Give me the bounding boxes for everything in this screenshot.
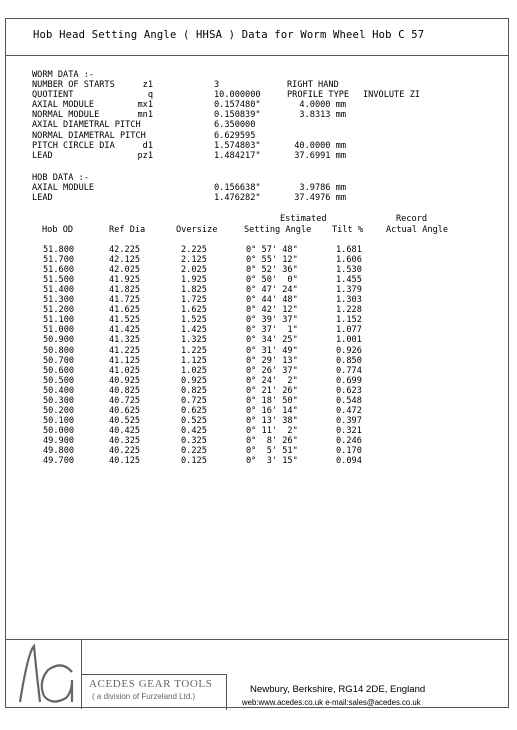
worm-row-extra: 3.8313 mm: [299, 110, 346, 121]
row-tilt: 0.094: [336, 456, 362, 467]
row-hob-od: 51.000: [43, 325, 75, 336]
row-setting-angle: 0° 57' 48": [246, 245, 298, 255]
row-oversize: 0.325: [181, 435, 207, 446]
row-hob-od: 51.600: [43, 265, 75, 276]
row-oversize: 1.625: [181, 305, 207, 316]
row-tilt: 1.303: [336, 295, 362, 306]
row-ref-dia: 41.525: [109, 315, 141, 326]
row-setting-angle: 0° 8' 26": [246, 435, 298, 446]
worm-row-label: NORMAL DIAMETRAL PITCH: [32, 130, 146, 141]
row-hob-od: 50.300: [43, 395, 75, 406]
header-tilt: Tilt %: [332, 225, 364, 235]
row-setting-angle: 0° 26' 37": [246, 365, 298, 376]
header-setting-angle: Setting Angle: [244, 225, 312, 235]
title-bar: [6, 19, 508, 56]
row-hob-od: 50.600: [43, 365, 75, 376]
company-web-email: web:www.acedes.co.uk e-mail:sales@acedes.co.uk: [242, 698, 421, 707]
row-ref-dia: 41.925: [109, 275, 141, 286]
row-hob-od: 51.700: [43, 255, 75, 266]
row-hob-od: 50.400: [43, 385, 75, 396]
row-oversize: 2.225: [181, 245, 207, 255]
row-ref-dia: 41.325: [109, 335, 141, 346]
row-oversize: 0.625: [181, 405, 207, 416]
row-tilt: 0.321: [336, 425, 362, 436]
row-setting-angle: 0° 3' 15": [246, 456, 298, 467]
logo-box: [6, 640, 82, 709]
hob-row-label: LEAD: [32, 193, 53, 204]
row-ref-dia: 40.725: [109, 395, 141, 406]
row-ref-dia: 41.125: [109, 355, 141, 366]
row-hob-od: 51.500: [43, 275, 75, 286]
row-oversize: 1.125: [181, 355, 207, 366]
company-name: ACEDES GEAR TOOLS: [89, 678, 213, 690]
row-setting-angle: 0° 16' 14": [246, 405, 298, 416]
row-ref-dia: 41.725: [109, 295, 141, 306]
hob-row-value: 1.476282": [214, 193, 261, 204]
row-ref-dia: 42.025: [109, 265, 141, 276]
worm-row-value: 1.574803": [214, 140, 261, 151]
row-tilt: 1.455: [336, 275, 362, 286]
row-hob-od: 49.700: [43, 456, 75, 467]
worm-row-symbol: mn1: [137, 110, 153, 121]
row-setting-angle: 0° 34' 25": [246, 335, 298, 346]
worm-row-label: NORMAL MODULE: [32, 110, 100, 121]
worm-row-label: QUOTIENT: [32, 90, 74, 101]
row-oversize: 1.725: [181, 295, 207, 306]
row-tilt: 0.623: [336, 385, 362, 396]
row-hob-od: 50.800: [43, 345, 75, 356]
row-tilt: 1.606: [336, 255, 362, 266]
row-oversize: 2.025: [181, 265, 207, 276]
acedes-a-logo-icon: [6, 640, 81, 709]
row-hob-od: 51.200: [43, 305, 75, 316]
row-hob-od: 51.300: [43, 295, 75, 306]
row-ref-dia: 40.625: [109, 405, 141, 416]
row-setting-angle: 0° 18' 50": [246, 395, 298, 406]
row-oversize: 1.525: [181, 315, 207, 326]
row-setting-angle: 0° 39' 37": [246, 315, 298, 326]
row-oversize: 1.825: [181, 285, 207, 296]
row-oversize: 1.425: [181, 325, 207, 336]
row-oversize: 1.225: [181, 345, 207, 356]
row-tilt: 1.530: [336, 265, 362, 276]
row-setting-angle: 0° 52' 36": [246, 265, 298, 276]
row-tilt: 1.379: [336, 285, 362, 296]
row-hob-od: 51.400: [43, 285, 75, 296]
worm-row-value: 6.629595: [214, 130, 256, 141]
row-tilt: 0.472: [336, 405, 362, 416]
row-setting-angle: 0° 44' 48": [246, 295, 298, 306]
company-address: Newbury, Berkshire, RG14 2DE, England: [250, 684, 426, 695]
row-tilt: 0.850: [336, 355, 362, 366]
row-ref-dia: 42.225: [109, 245, 141, 255]
row-hob-od: 50.000: [43, 425, 75, 436]
row-tilt: 1.228: [336, 305, 362, 316]
worm-row-value: 10.000000: [214, 90, 261, 101]
row-hob-od: 50.900: [43, 335, 75, 346]
worm-row-value: 6.350000: [214, 120, 256, 131]
header-actual-angle: Actual Angle: [386, 225, 449, 235]
row-oversize: 0.925: [181, 375, 207, 386]
worm-row-extra: RIGHT HAND: [287, 80, 339, 90]
header-oversize: Oversize: [176, 225, 218, 235]
worm-row-value: 3: [214, 80, 220, 90]
row-oversize: 1.925: [181, 275, 207, 286]
worm-row-label: AXIAL DIAMETRAL PITCH: [32, 120, 141, 131]
row-ref-dia: 41.025: [109, 365, 141, 376]
row-oversize: 1.325: [181, 335, 207, 346]
row-tilt: 1.152: [336, 315, 362, 326]
row-setting-angle: 0° 47' 24": [246, 285, 298, 296]
worm-row-symbol: mx1: [137, 100, 153, 111]
worm-row-extra: PROFILE TYPE: [287, 90, 350, 101]
row-ref-dia: 40.225: [109, 446, 141, 456]
worm-data-header: WORM DATA :-: [32, 70, 95, 80]
row-tilt: 1.001: [336, 335, 362, 346]
row-ref-dia: 40.825: [109, 385, 141, 396]
row-hob-od: 49.800: [43, 446, 75, 456]
row-ref-dia: 41.425: [109, 325, 141, 336]
hob-row-extra: 3.9786 mm: [299, 183, 346, 193]
row-oversize: 0.825: [181, 385, 207, 396]
worm-row-extra2: INVOLUTE ZI: [363, 90, 420, 101]
company-box: [81, 674, 227, 710]
row-hob-od: 51.800: [43, 245, 75, 255]
row-setting-angle: 0° 42' 12": [246, 305, 298, 316]
row-hob-od: 50.200: [43, 405, 75, 416]
row-hob-od: 50.100: [43, 415, 75, 426]
row-oversize: 0.725: [181, 395, 207, 406]
header-record: Record: [396, 214, 428, 224]
row-oversize: 1.025: [181, 365, 207, 376]
row-ref-dia: 40.525: [109, 415, 141, 426]
row-tilt: 0.548: [336, 395, 362, 406]
row-ref-dia: 42.125: [109, 255, 141, 266]
row-hob-od: 49.900: [43, 435, 75, 446]
row-tilt: 1.077: [336, 325, 362, 336]
worm-row-value: 1.484217": [214, 150, 261, 161]
row-oversize: 2.125: [181, 255, 207, 266]
row-ref-dia: 41.625: [109, 305, 141, 316]
worm-row-label: NUMBER OF STARTS: [32, 80, 115, 90]
row-setting-angle: 0° 21' 26": [246, 385, 298, 396]
row-setting-angle: 0° 50' 0": [246, 275, 298, 286]
row-setting-angle: 0° 5' 51": [246, 446, 298, 456]
hob-row-extra: 37.4976 mm: [294, 193, 346, 204]
row-ref-dia: 41.825: [109, 285, 141, 296]
row-tilt: 0.774: [336, 365, 362, 376]
worm-row-symbol: pz1: [137, 150, 153, 161]
row-tilt: 0.397: [336, 415, 362, 426]
document-frame: [5, 18, 509, 708]
document-title: Hob Head Setting Angle ( HHSA ) Data for Worm Wheel Hob C 57: [33, 29, 425, 41]
header-hob-od: Hob OD: [42, 225, 74, 235]
company-subtitle: ( a division of Furzeland Ltd.): [92, 692, 196, 701]
row-setting-angle: 0° 31' 49": [246, 345, 298, 356]
row-setting-angle: 0° 13' 38": [246, 415, 298, 426]
row-ref-dia: 40.325: [109, 435, 141, 446]
row-oversize: 0.525: [181, 415, 207, 426]
row-tilt: 0.699: [336, 375, 362, 386]
footer: [6, 639, 508, 709]
row-tilt: 0.246: [336, 435, 362, 446]
worm-row-symbol: z1: [142, 80, 153, 90]
worm-row-extra: 37.6991 mm: [294, 150, 346, 161]
row-tilt: 1.681: [336, 245, 362, 255]
worm-row-symbol: d1: [142, 140, 153, 151]
row-setting-angle: 0° 29' 13": [246, 355, 298, 366]
row-oversize: 0.225: [181, 446, 207, 456]
row-hob-od: 51.100: [43, 315, 75, 326]
row-tilt: 0.926: [336, 345, 362, 356]
hob-data-header: HOB DATA :-: [32, 173, 89, 183]
row-setting-angle: 0° 24' 2": [246, 375, 298, 386]
row-setting-angle: 0° 55' 12": [246, 255, 298, 266]
worm-row-value: 0.157480": [214, 100, 261, 111]
worm-row-value: 0.150839": [214, 110, 261, 121]
worm-row-label: PITCH CIRCLE DIA: [32, 140, 115, 151]
worm-row-symbol: q: [147, 90, 153, 101]
worm-row-extra: 4.0000 mm: [299, 100, 346, 111]
worm-row-label: AXIAL MODULE: [32, 100, 95, 111]
hob-row-label: AXIAL MODULE: [32, 183, 95, 193]
worm-row-extra: 40.0000 mm: [294, 140, 346, 151]
header-ref-dia: Ref Dia: [109, 225, 146, 235]
worm-row-label: LEAD: [32, 150, 53, 161]
hob-row-value: 0.156638": [214, 183, 261, 193]
row-ref-dia: 40.425: [109, 425, 141, 436]
row-oversize: 0.425: [181, 425, 207, 436]
row-setting-angle: 0° 11' 2": [246, 425, 298, 436]
row-ref-dia: 40.925: [109, 375, 141, 386]
row-ref-dia: 41.225: [109, 345, 141, 356]
row-setting-angle: 0° 37' 1": [246, 325, 298, 336]
header-estimated: Estimated: [280, 214, 327, 224]
row-tilt: 0.170: [336, 446, 362, 456]
row-oversize: 0.125: [181, 456, 207, 467]
row-ref-dia: 40.125: [109, 456, 141, 467]
row-hob-od: 50.500: [43, 375, 75, 386]
row-hob-od: 50.700: [43, 355, 75, 366]
